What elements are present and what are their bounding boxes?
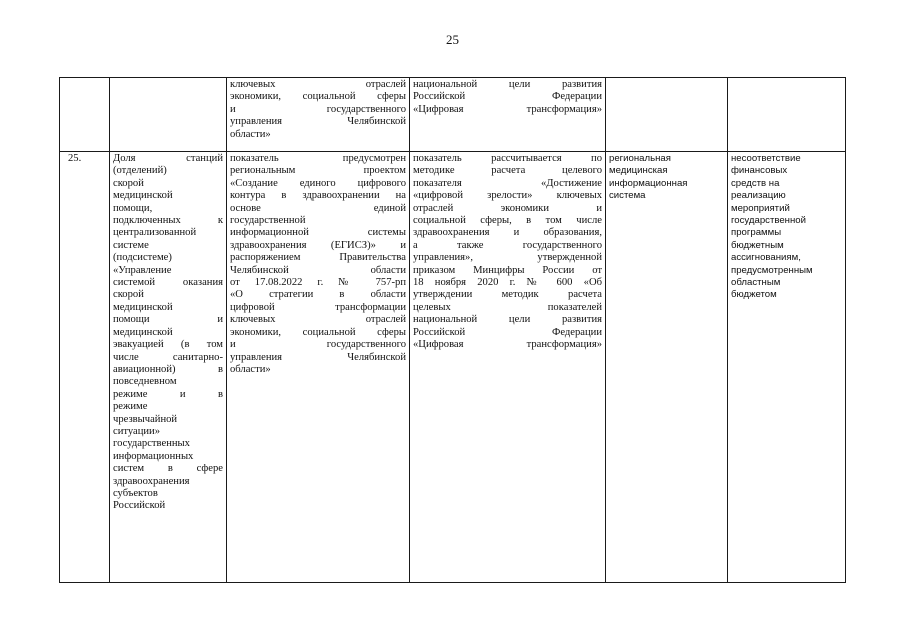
cell-risks: несоответствие финансовых средств на реализацию мероприятий государственной программы бюджетным ассигнованиям, предусмотренным областным бюджетом — [728, 152, 846, 583]
cell-indicator: Доля станций (отделений) скорой медицинской помощи, подключенных к централизованной системе (подсистеме) «Управление системой оказания скорой медицинской помощи и медицинской эвакуацией (в том числе санитарно- авиационной) в повседневном режиме и в режиме чрезвычайной ситуации» государственных информационных систем в сфере здравоохранения субъектов Российской — [110, 152, 227, 583]
cell-source: показатель предусмотрен региональным проектом «Создание единого цифрового контура в здравоохранении на основе единой государственной информационной системы здравоохранения (ЕГИСЗ)» и распоряжением Правительства Челябинской области от 17.08.2022 г. № 757-рп «О стратегии в области цифровой трансформации ключевых отраслей экономики, социальной сферы и государственного управления Челябинской области» — [227, 152, 410, 583]
cell-source: ключевых отраслей экономики, социальной сферы и государственного управления Челябинской области» — [227, 78, 410, 152]
cell-indicator — [110, 78, 227, 152]
cell-number — [60, 78, 110, 152]
cell-number: 25. — [60, 152, 110, 583]
indicators-table — [59, 77, 846, 583]
cell-risks — [728, 78, 846, 152]
cell-info-system — [606, 78, 728, 152]
page-number: 25 — [446, 32, 459, 47]
cell-methodology: показатель рассчитывается по методике расчета целевого показателя «Достижение «цифровой зрелости» ключевых отраслей экономики и социальной сферы, в том числе здравоохранения и образования, а также государственного управления», утвержденной приказом Минцифры России от 18 ноября 2020 г. № 600 «Об утверждении методик расчета целевых показателей национальной цели развития Российской Федерации «Цифровая трансформация» — [410, 152, 606, 583]
cell-info-system: региональная медицинская информационная система — [606, 152, 728, 583]
table-row-25 — [60, 152, 846, 583]
table-row-continuation — [60, 78, 846, 152]
cell-methodology: национальной цели развития Российской Федерации «Цифровая трансформация» — [410, 78, 606, 152]
